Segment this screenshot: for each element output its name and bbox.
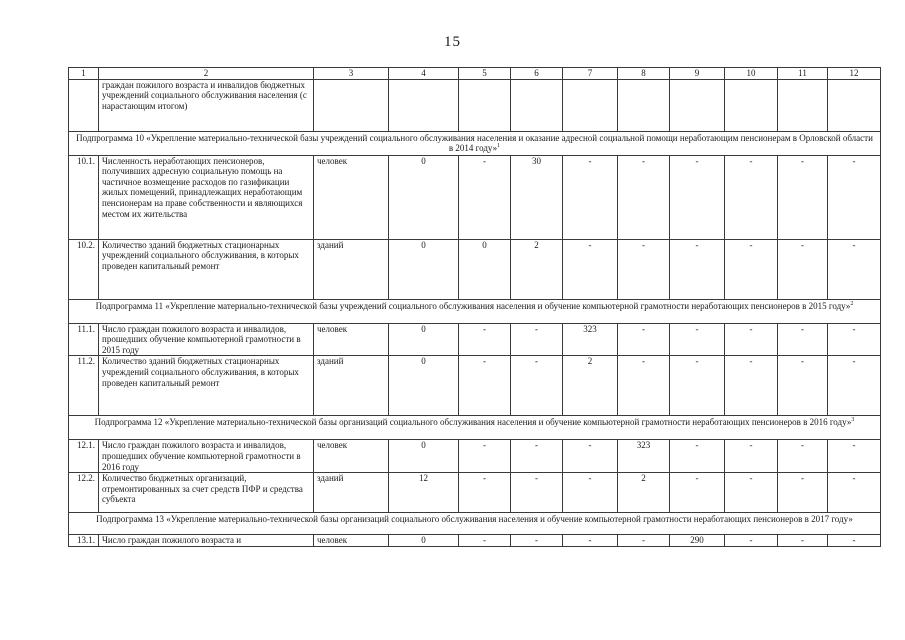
indicator-description: граждан пожилого возраста и инвалидов бюджетных учреждений социального обслуживания населения (с нарастающим итогом) <box>99 79 314 131</box>
subprogram-row <box>69 299 881 323</box>
indicator-row <box>69 239 881 299</box>
row-number: 11.2. <box>69 356 99 416</box>
unit-cell: человек <box>314 155 389 239</box>
row-number: 12.1. <box>69 440 99 473</box>
value-cell: - <box>459 155 511 239</box>
value-cell: - <box>828 440 881 473</box>
page-number: 15 <box>444 34 461 50</box>
value-cell: - <box>778 473 828 513</box>
value-cell: - <box>828 239 881 299</box>
row-number: 10.1. <box>69 155 99 239</box>
value-cell: - <box>828 535 881 547</box>
subprogram-title-cell <box>69 299 881 323</box>
value-cell: - <box>778 356 828 416</box>
unit-cell: зданий <box>314 356 389 416</box>
value-cell: - <box>618 535 670 547</box>
subprogram-title: Подпрограмма 12 «Укрепление материально-технической базы организаций социального обслуживания населения и обучение компьютерной грамотности неработающих пенсионеров в 2016 году» <box>94 417 852 428</box>
subprogram-title-cell <box>69 513 881 535</box>
unit-cell: человек <box>314 535 389 547</box>
indicator-row <box>69 440 881 473</box>
value-cell: - <box>670 239 725 299</box>
indicator-description: Число граждан пожилого возраста и инвалидов, прошедших обучение компьютерной грамотности в 2015 году <box>99 323 314 356</box>
subprogram-title: Подпрограмма 11 «Укрепление материально-технической базы учреждений социального обслуживания населения и обучение компьютерной грамотности неработающих пенсионеров в 2015 году» <box>95 300 851 311</box>
value-cell: - <box>725 440 778 473</box>
value-cell: 0 <box>389 155 459 239</box>
subprogram-title-cell <box>69 131 881 155</box>
footnote-marker: 1 <box>497 143 501 149</box>
value-cell: - <box>828 155 881 239</box>
value-cell: - <box>618 155 670 239</box>
value-cell: - <box>778 239 828 299</box>
value-cell: - <box>778 323 828 356</box>
value-cell: - <box>725 356 778 416</box>
subprogram-row <box>69 131 881 155</box>
column-number-cell: 7 <box>563 68 618 80</box>
indicator-row <box>69 323 881 356</box>
row-number: 10.2. <box>69 239 99 299</box>
column-number-cell: 4 <box>389 68 459 80</box>
value-cell: 2 <box>563 356 618 416</box>
value-cell: - <box>828 473 881 513</box>
value-cell: - <box>563 440 618 473</box>
column-number-cell: 9 <box>670 68 725 80</box>
subprogram-title: Подпрограмма 13 «Укрепление материально-технической базы организаций социального обслуживания населения и обучение компьютерной грамотности неработающих пенсионеров в 2017 году» <box>96 514 853 525</box>
subprogram-title-cell <box>69 416 881 440</box>
value-cell: 30 <box>511 155 563 239</box>
value-cell: - <box>459 323 511 356</box>
indicator-row <box>69 473 881 513</box>
column-number-cell: 12 <box>828 68 881 80</box>
value-cell: - <box>511 323 563 356</box>
column-number-cell: 8 <box>618 68 670 80</box>
subprogram-row <box>69 513 881 535</box>
value-cell: - <box>828 323 881 356</box>
indicator-description: Численность неработающих пенсионеров, получивших адресную социальную помощь на частичное возмещение расходов по газификации жилых помещений, принадлежащих неработающим пенсионерам на праве собственности и являющихся местом их жительства <box>99 155 314 239</box>
value-cell: - <box>670 473 725 513</box>
column-number-cell: 2 <box>99 68 314 80</box>
value-cell: - <box>563 473 618 513</box>
value-cell: 0 <box>389 356 459 416</box>
value-cell: 290 <box>670 535 725 547</box>
value-cell: 0 <box>389 440 459 473</box>
value-cell: - <box>511 473 563 513</box>
unit-cell: зданий <box>314 239 389 299</box>
value-cell: - <box>459 535 511 547</box>
indicator-row <box>69 535 881 547</box>
continuation-row <box>69 79 881 131</box>
value-cell: - <box>670 155 725 239</box>
value-cell: - <box>778 155 828 239</box>
subprogram-row <box>69 416 881 440</box>
footnote-marker: 2 <box>850 300 854 307</box>
value-cell: - <box>618 323 670 356</box>
value-cell: - <box>563 155 618 239</box>
value-cell: - <box>511 356 563 416</box>
indicator-description: Число граждан пожилого возраста и инвалидов, прошедших обучение компьютерной грамотности в 2016 году <box>99 440 314 473</box>
value-cell: 323 <box>618 440 670 473</box>
value-cell: - <box>725 323 778 356</box>
indicators-table <box>68 67 881 547</box>
value-cell: - <box>511 535 563 547</box>
value-cell: - <box>725 535 778 547</box>
value-cell: 0 <box>389 323 459 356</box>
value-cell: - <box>670 323 725 356</box>
value-cell: - <box>725 155 778 239</box>
value-cell: - <box>725 473 778 513</box>
value-cell: - <box>563 535 618 547</box>
column-number-cell: 11 <box>778 68 828 80</box>
column-number-cell: 10 <box>725 68 778 80</box>
value-cell: 2 <box>511 239 563 299</box>
value-cell: - <box>618 239 670 299</box>
value-cell: 0 <box>459 239 511 299</box>
value-cell: - <box>618 356 670 416</box>
row-number: 12.2. <box>69 473 99 513</box>
indicator-description: Число граждан пожилого возраста и <box>99 535 314 547</box>
indicator-description: Количество бюджетных организаций, отремонтированных за счет средств ПФР и средства субъекта <box>99 473 314 513</box>
indicator-row <box>69 356 881 416</box>
value-cell: 2 <box>618 473 670 513</box>
value-cell: 323 <box>563 323 618 356</box>
column-number-cell: 6 <box>511 68 563 80</box>
value-cell: - <box>563 239 618 299</box>
row-number: 13.1. <box>69 535 99 547</box>
indicator-description: Количество зданий бюджетных стационарных учреждений социального обслуживания, в которых проведен капитальный ремонт <box>99 356 314 416</box>
column-number-cell: 1 <box>69 68 99 80</box>
unit-cell: человек <box>314 323 389 356</box>
column-number-row <box>69 68 881 80</box>
indicator-description: Количество зданий бюджетных стационарных учреждений социального обслуживания, в которых проведен капитальный ремонт <box>99 239 314 299</box>
value-cell: - <box>828 356 881 416</box>
column-number-cell: 3 <box>314 68 389 80</box>
footnote-marker: 3 <box>851 417 855 424</box>
value-cell: - <box>778 440 828 473</box>
value-cell: - <box>778 535 828 547</box>
unit-cell: человек <box>314 440 389 473</box>
column-number-cell: 5 <box>459 68 511 80</box>
value-cell: 0 <box>389 535 459 547</box>
value-cell: - <box>725 239 778 299</box>
value-cell: - <box>670 440 725 473</box>
value-cell: - <box>459 356 511 416</box>
row-number: 11.1. <box>69 323 99 356</box>
value-cell: - <box>670 356 725 416</box>
value-cell: - <box>511 440 563 473</box>
value-cell: - <box>459 473 511 513</box>
indicator-row <box>69 155 881 239</box>
unit-cell: зданий <box>314 473 389 513</box>
subprogram-title: Подпрограмма 10 «Укрепление материально-технической базы учреждений социального обслуживания населения и оказание адресной социальной помощи неработающим пенсионерам в Орловской области в 2014 году» <box>76 132 873 153</box>
value-cell: 0 <box>389 239 459 299</box>
value-cell: 12 <box>389 473 459 513</box>
value-cell: - <box>459 440 511 473</box>
